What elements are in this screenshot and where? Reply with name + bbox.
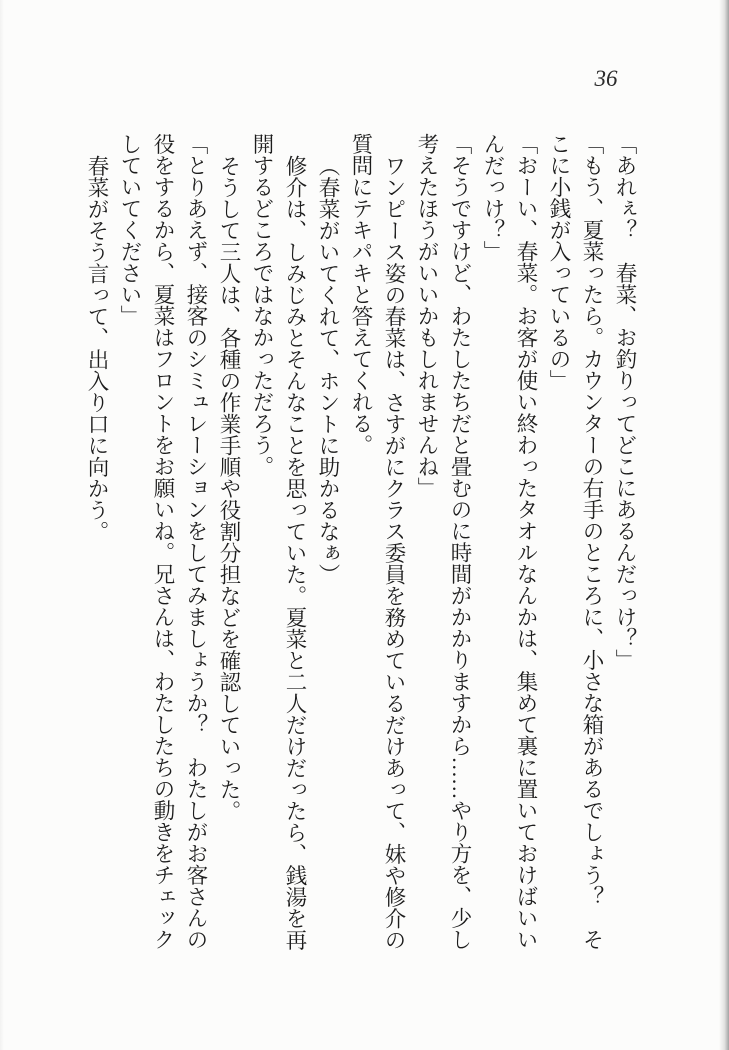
paragraph: 「あれぇ？ 春菜、お釣りってどこにあるんだっけ？」 (613, 133, 637, 671)
paragraph: 春菜がそう言って、出入り口に向かう。 (85, 154, 109, 542)
paragraph: 「もう、夏菜ったら。カウンターの右手のところに、小さな箱があるでしょう？ そこに小銭が入っているの」 (547, 133, 604, 950)
text-block (80, 133, 641, 950)
paragraph: 「おーい、春菜。お客が使い終わったタオルなんかは、集めて裏に置いておけばいいんだっけ？」 (481, 133, 538, 950)
paragraph: （春菜がいてくれて、ホントに助かるなぁ） (316, 154, 340, 585)
paragraph: そうして三人は、各種の作業手順や役割分担などを確認していった。 (217, 154, 241, 821)
paragraph: 修介は、しみじみとそんなことを思っていた。夏菜と二人だけだったら、銭湯を再開するどころではなかっただろう。 (250, 133, 307, 950)
paragraph: 「とりあえず、接客のシミュレーションをしてみましょうか？ わたしがお客さんの役をするから、夏菜はフロントをお願いね。兄さんは、わたしたちの動きをチェックしていてください」 (118, 133, 208, 950)
page-edge-shadow-left (0, 0, 4, 1050)
page-number: 36 (594, 66, 618, 91)
paragraph: ワンピース姿の春菜は、さすがにクラス委員を務めているだけあって、妹や修介の質問にテキパキと答えてくれる。 (349, 133, 406, 950)
paragraph: 「そうですけど、わたしたちだと畳むのに時間がかかりますから……やり方を、少し考えたほうがいいかもしれませんね」 (415, 133, 472, 950)
page-edge-shadow-right (719, 0, 729, 1050)
